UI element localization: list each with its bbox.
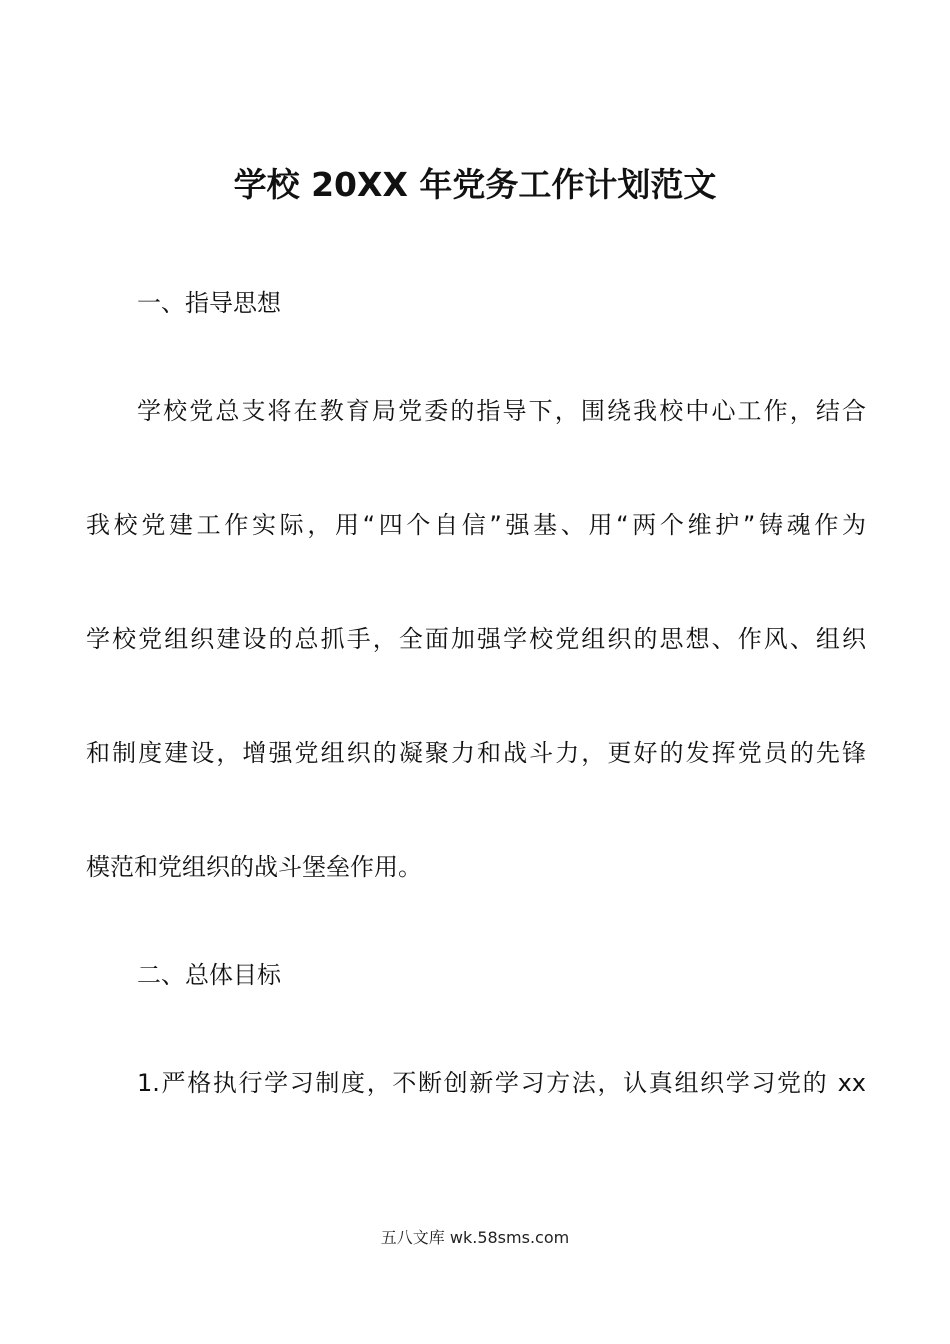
paragraph-line: 学校党总支将在教育局党委的指导下，围绕我校中心工作，结合 [137,397,866,425]
document-title: 学校 20XX 年党务工作计划范文 [233,165,717,204]
paragraph-line: 模范和党组织的战斗堡垒作用。 [86,853,422,881]
paragraph-line: 我校党建工作实际，用“四个自信”强基、用“两个维护”铸魂作为 [86,511,866,539]
list-item-line: 1.严格执行学习制度，不断创新学习方法，认真组织学习党的 xx [137,1069,866,1097]
paragraph-line: 学校党组织建设的总抓手，全面加强学校党组织的思想、作风、组织 [86,625,866,653]
section-heading-guiding-thought: 一、指导思想 [137,289,281,317]
section-heading-overall-goals: 二、总体目标 [137,961,281,989]
paragraph-line: 和制度建设，增强党组织的凝聚力和战斗力，更好的发挥党员的先锋 [86,739,866,767]
footer-watermark-text: 五八文库 wk.58sms.com [380,1228,570,1247]
